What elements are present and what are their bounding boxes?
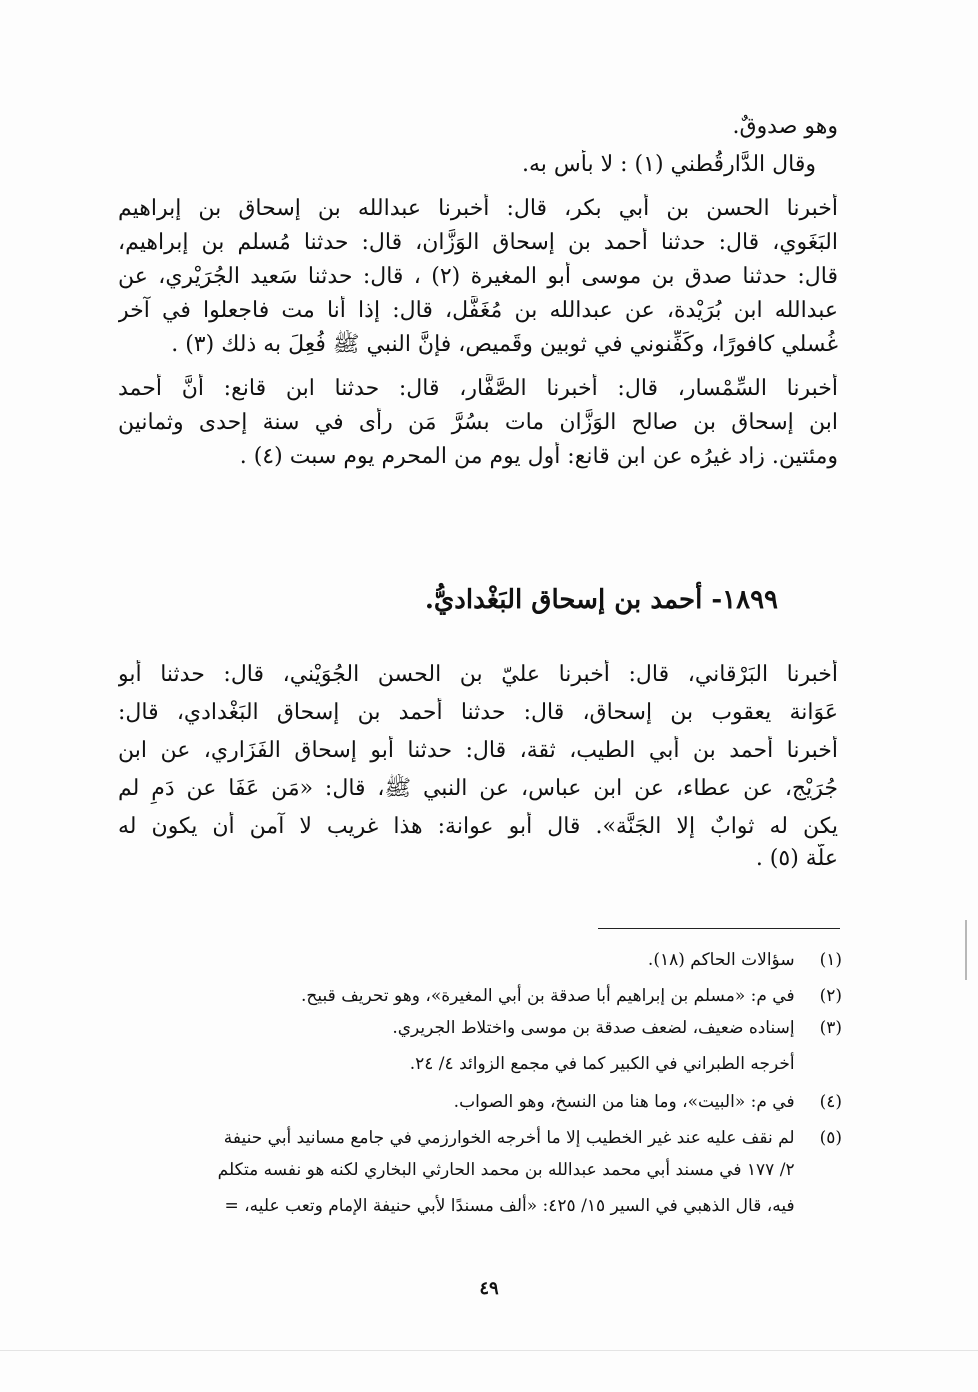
text-line: عَوَانة يعقوب بن إسحاق، قال: حدثنا أحمد بن إسحاق البَغْدادي، قال: bbox=[118, 700, 838, 725]
main-text-section-1 bbox=[118, 112, 838, 472]
footnote-number: (٥) bbox=[819, 1128, 842, 1148]
footnote-number: (٣) bbox=[819, 1018, 842, 1038]
footnote bbox=[110, 1158, 842, 1182]
footnote bbox=[110, 948, 842, 972]
footnote-text: سؤالات الحاكم (١٨). bbox=[647, 950, 795, 970]
footnote-text: ٢/ ١٧٧ في مسند أبي محمد عبدالله بن محمد الحارثي البخاري لكنه هو نفسه متكلم bbox=[217, 1160, 795, 1180]
footnote bbox=[110, 1090, 842, 1114]
footnote bbox=[110, 1194, 842, 1218]
text-line: ابن إسحاق بن صالح الوَزَّان مات بسُرَّ مَن رأى في سنة إحدى وثمانين bbox=[118, 410, 838, 435]
main-text-section-2 bbox=[118, 660, 838, 874]
text-line: أخبرنا البَرْقاني، قال: أخبرنا عليّ بن الحسن الجُوَيْني، قال: حدثنا أبو bbox=[118, 662, 838, 687]
text-line: عبدالله ابن بُرَيْدة، عن عبدالله بن مُغَفَّل، قال: إذا أنا مت فاجعلوا في آخر bbox=[118, 298, 838, 323]
footnote bbox=[110, 1126, 842, 1150]
footnote-text: في م: «مسلم بن إبراهيم أبا صدقة بن أبي المغيرة»، وهو تحريف قبيح. bbox=[301, 986, 795, 1006]
footnote-divider bbox=[598, 928, 840, 929]
text-line: غُسلي كافورًا، وكَفِّنوني في ثوبين وقَميص، فإنَّ النبي ﷺ فُعِلَ به ذلك (٣) . bbox=[171, 332, 838, 357]
footnote-text: أخرجه الطبراني في الكبير كما في مجمع الزوائد ٤/ ٢٤. bbox=[409, 1054, 795, 1074]
footnote bbox=[110, 1016, 842, 1040]
footnote-number: (٢) bbox=[819, 986, 842, 1006]
page-number: ٤٩ bbox=[479, 1278, 499, 1299]
footnote-number: (١) bbox=[819, 950, 842, 970]
footnote-text: فيه، قال الذهبي في السير ١٥/ ٤٢٥: «ألف مسندًا لأبي حنيفة الإمام وتعب عليه، = bbox=[224, 1196, 795, 1216]
footnote bbox=[110, 984, 842, 1008]
text-line: البَغَوي، قال: حدثنا أحمد بن إسحاق الوَزَّان، قال: حدثنا مُسلم بن إبراهيم، bbox=[118, 230, 838, 255]
text-line: أخبرنا أحمد بن أبي الطيب، ثقة، قال: حدثنا أبو إسحاق الفَزَاري، عن ابن bbox=[118, 738, 838, 763]
text-line: قال: حدثنا صدق بن موسى أبو المغيرة (٢) ، قال: حدثنا سَعيد الجُرَيْري، عن bbox=[118, 264, 838, 289]
text-line: وقال الدَّارقُطني (١) : لا بأس به. bbox=[522, 152, 816, 177]
text-line: جُرَيْج، عن عطاء، عن ابن عباس، عن النبي ﷺ، قال: «مَن عَفَا عن دَمٍ لم bbox=[118, 776, 838, 801]
scan-edge-mark bbox=[965, 920, 967, 980]
text-line: أخبرنا السِّمْسار، قال: أخبرنا الصَّفَّار، قال: حدثنا ابن قانع: أنَّ أحمد bbox=[118, 376, 838, 401]
scan-edge-mark bbox=[0, 1350, 978, 1351]
text-line: علّة (٥) . bbox=[755, 846, 838, 871]
footnote-text: لم نقف عليه عند غير الخطيب إلا ما أخرجه الخوارزمي في جامع مسانيد أبي حنيفة bbox=[223, 1128, 795, 1148]
text-line: أخبرنا الحسن بن أبي بكر، قال: أخبرنا عبدالله بن إسحاق بن إبراهيم bbox=[118, 196, 838, 221]
footnote bbox=[110, 1052, 842, 1076]
entry-heading: ١٨٩٩- أحمد بن إسحاق البَغْداديُّ. bbox=[424, 585, 778, 615]
footnote-text: إسناده ضعيف، لضعف صدقة بن موسى واختلاط الجريري. bbox=[392, 1018, 795, 1038]
text-line: ومئتين. زاد غيرُه عن ابن قانع: أول يوم من المحرم يوم سبت (٤) . bbox=[239, 444, 838, 469]
footnote-number: (٤) bbox=[819, 1092, 842, 1112]
text-line: وهو صدوقٌ. bbox=[732, 114, 838, 139]
footnote-text: في م: «البيت»، وما هنا من النسخ، وهو الصواب. bbox=[453, 1092, 795, 1112]
text-line: يكن له ثوابٌ إلا الجَنَّة». قال أبو عوانة: هذا غريب لا آمن أن يكون له bbox=[118, 814, 838, 839]
